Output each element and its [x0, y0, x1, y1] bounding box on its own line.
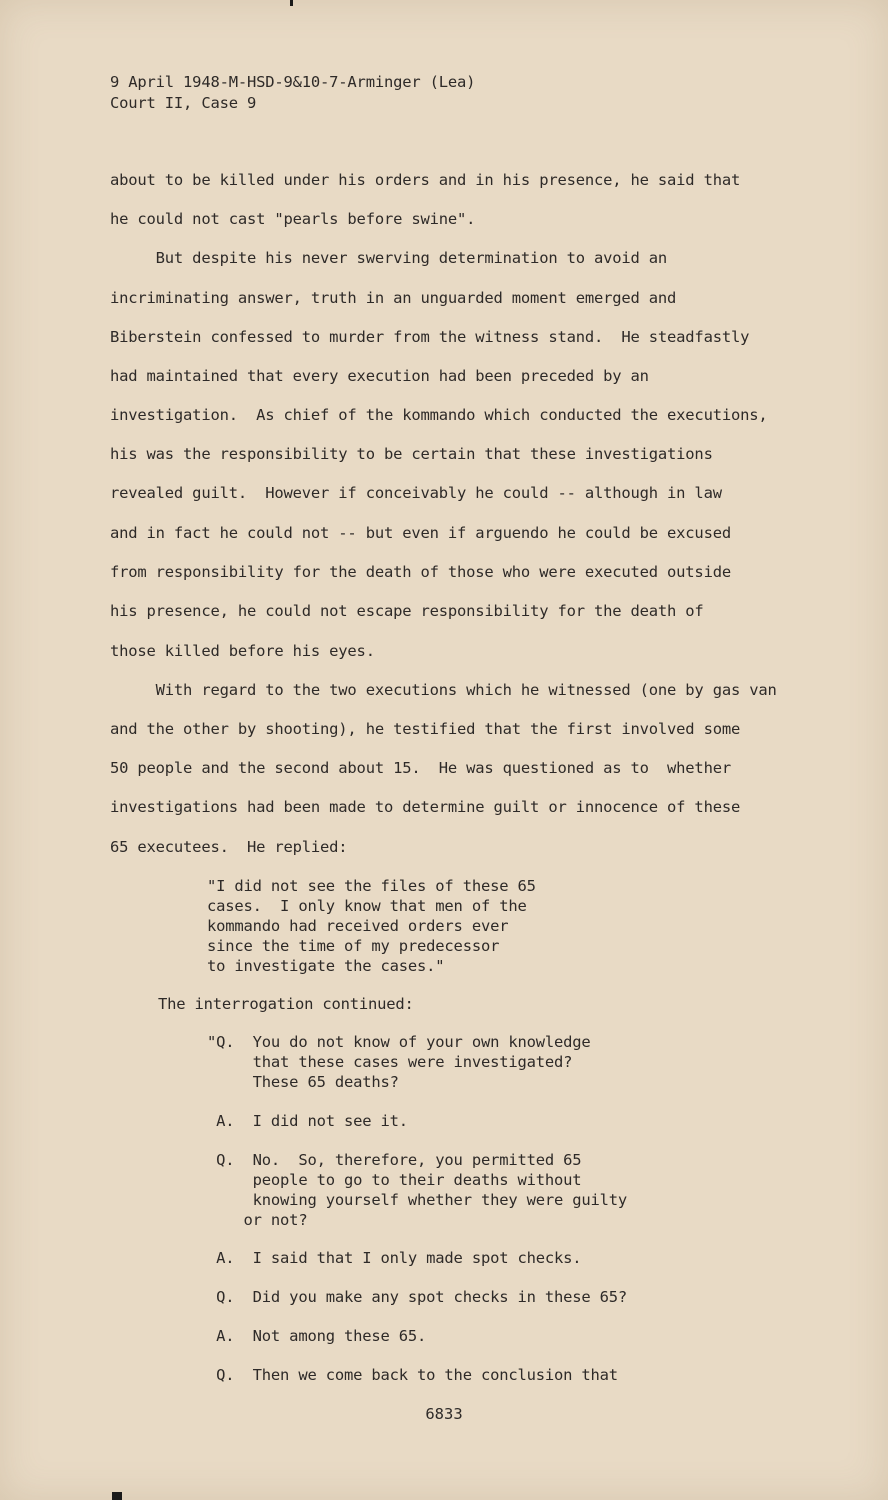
qa-item: "Q. You do not know of your own knowledge that these cases were investigated? These 65 deaths? — [207, 1033, 591, 1091]
body-line: had maintained that every execution had been preceded by an — [110, 367, 649, 385]
qa-item: A. Not among these 65. — [207, 1327, 427, 1345]
body-line: With regard to the two executions which he witnessed (one by gas van — [110, 681, 777, 699]
body-line: those killed before his eyes. — [110, 642, 375, 660]
bottom-edge-mark — [112, 1492, 122, 1500]
body-line: revealed guilt. However if conceivably he could -- although in law — [110, 484, 722, 502]
body-line: investigation. As chief of the kommando which conducted the executions, — [110, 406, 768, 424]
body-line: and the other by shooting), he testified that the first involved some — [110, 720, 741, 738]
header-line-2: Court II, Case 9 — [110, 94, 257, 112]
body-line: from responsibility for the death of those who were executed outside — [110, 563, 731, 581]
body-line: he could not cast "pearls before swine". — [110, 210, 476, 228]
body-line: incriminating answer, truth in an unguarded moment emerged and — [110, 289, 677, 307]
body-line: his was the responsibility to be certain that these investigations — [110, 445, 713, 463]
body-line: and in fact he could not -- but even if arguendo he could be excused — [110, 524, 731, 542]
body-line: investigations had been made to determine guilt or innocence of these — [110, 798, 741, 816]
header-line-1: 9 April 1948-M-HSD-9&10-7-Arminger (Lea) — [110, 73, 476, 91]
quote-block: "I did not see the files of these 65 cases. I only know that men of the kommando had received orders ever since the time of my predecessor to investigate the cases." — [207, 877, 536, 975]
qa-item: Q. No. So, therefore, you permitted 65 people to go to their deaths without knowing yourself whether they were guilty or not? — [216, 1151, 628, 1229]
page-number: 6833 — [425, 1405, 463, 1423]
qa-item: A. I did not see it. — [207, 1112, 408, 1130]
body-line: about to be killed under his orders and in his presence, he said that — [110, 171, 741, 189]
body-line: 65 executees. He replied: — [110, 838, 348, 856]
qa-item: Q. Then we come back to the conclusion that — [207, 1366, 618, 1384]
interrogation-continued: The interrogation continued: — [158, 995, 414, 1013]
body-line: his presence, he could not escape responsibility for the death of — [110, 602, 704, 620]
qa-item: Q. Did you make any spot checks in these 65? — [207, 1288, 628, 1306]
body-line: 50 people and the second about 15. He was questioned as to whether — [110, 759, 731, 777]
top-edge-mark — [290, 0, 293, 6]
body-line: But despite his never swerving determination to avoid an — [110, 249, 668, 267]
qa-item: A. I said that I only made spot checks. — [207, 1249, 582, 1267]
body-line: Biberstein confessed to murder from the witness stand. He steadfastly — [110, 328, 750, 346]
